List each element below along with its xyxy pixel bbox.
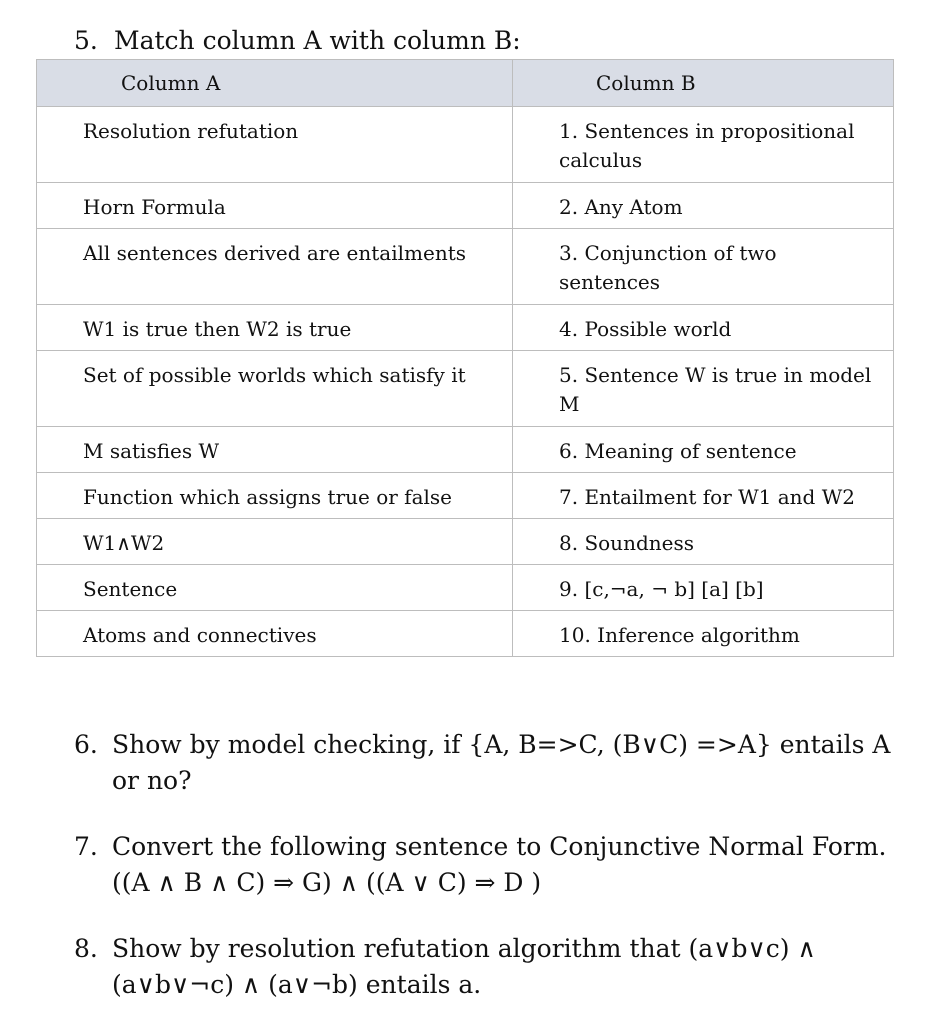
column-b-cell: 10. Inference algorithm xyxy=(513,611,894,657)
column-b-cell: 7. Entailment for W1 and W2 xyxy=(513,473,894,519)
column-b-cell: 1. Sentences in propositional calculus xyxy=(513,107,894,183)
question-8-number: 8. xyxy=(74,934,98,963)
question-6-number: 6. xyxy=(74,730,98,759)
question-8-text: Show by resolution refutation algorithm that (a∨b∨c) ∧ (a∨b∨¬c) ∧ (a∨¬b) entails a. xyxy=(112,934,816,999)
column-a-cell: Resolution refutation xyxy=(37,107,513,183)
question-6-text: Show by model checking, if {A, B=>C, (B∨C) =>A} entails A or no? xyxy=(112,730,891,795)
table-row xyxy=(37,611,894,657)
question-7 xyxy=(74,829,894,901)
question-list xyxy=(74,727,894,1003)
question-7-number: 7. xyxy=(74,832,98,861)
column-b-cell: 8. Soundness xyxy=(513,519,894,565)
column-a-cell: W1 is true then W2 is true xyxy=(37,305,513,351)
column-b-cell: 9. [c,¬a, ¬ b] [a] [b] xyxy=(513,565,894,611)
table-row xyxy=(37,305,894,351)
column-a-header: Column A xyxy=(37,60,513,107)
column-a-cell: Sentence xyxy=(37,565,513,611)
table-row xyxy=(37,183,894,229)
table-row xyxy=(37,229,894,305)
question-5-heading xyxy=(74,26,521,55)
table-row xyxy=(37,107,894,183)
column-b-header: Column B xyxy=(513,60,894,107)
question-5-number: 5. xyxy=(74,26,98,55)
column-b-cell: 6. Meaning of sentence xyxy=(513,427,894,473)
column-a-cell: Function which assigns true or false xyxy=(37,473,513,519)
matching-table xyxy=(36,59,894,657)
table-row xyxy=(37,519,894,565)
table-row xyxy=(37,351,894,427)
column-b-cell: 3. Conjunction of two sentences xyxy=(513,229,894,305)
column-b-cell: 5. Sentence W is true in model M xyxy=(513,351,894,427)
question-6 xyxy=(74,727,894,799)
column-a-cell: W1∧W2 xyxy=(37,519,513,565)
column-a-cell: Set of possible worlds which satisfy it xyxy=(37,351,513,427)
column-a-cell: All sentences derived are entailments xyxy=(37,229,513,305)
question-7-text: Convert the following sentence to Conjunctive Normal Form. xyxy=(112,832,887,861)
table-header-row xyxy=(37,60,894,107)
question-5-text: Match column A with column B: xyxy=(114,26,521,55)
column-a-cell: Horn Formula xyxy=(37,183,513,229)
table-row xyxy=(37,473,894,519)
column-a-cell: Atoms and connectives xyxy=(37,611,513,657)
table-row xyxy=(37,427,894,473)
column-b-cell: 2. Any Atom xyxy=(513,183,894,229)
question-8 xyxy=(74,931,894,1003)
column-a-cell: M satisfies W xyxy=(37,427,513,473)
table-row xyxy=(37,565,894,611)
column-b-cell: 4. Possible world xyxy=(513,305,894,351)
question-7-formula: ((A ∧ B ∧ C) ⇒ G) ∧ ((A ∨ C) ⇒ D ) xyxy=(112,868,542,897)
